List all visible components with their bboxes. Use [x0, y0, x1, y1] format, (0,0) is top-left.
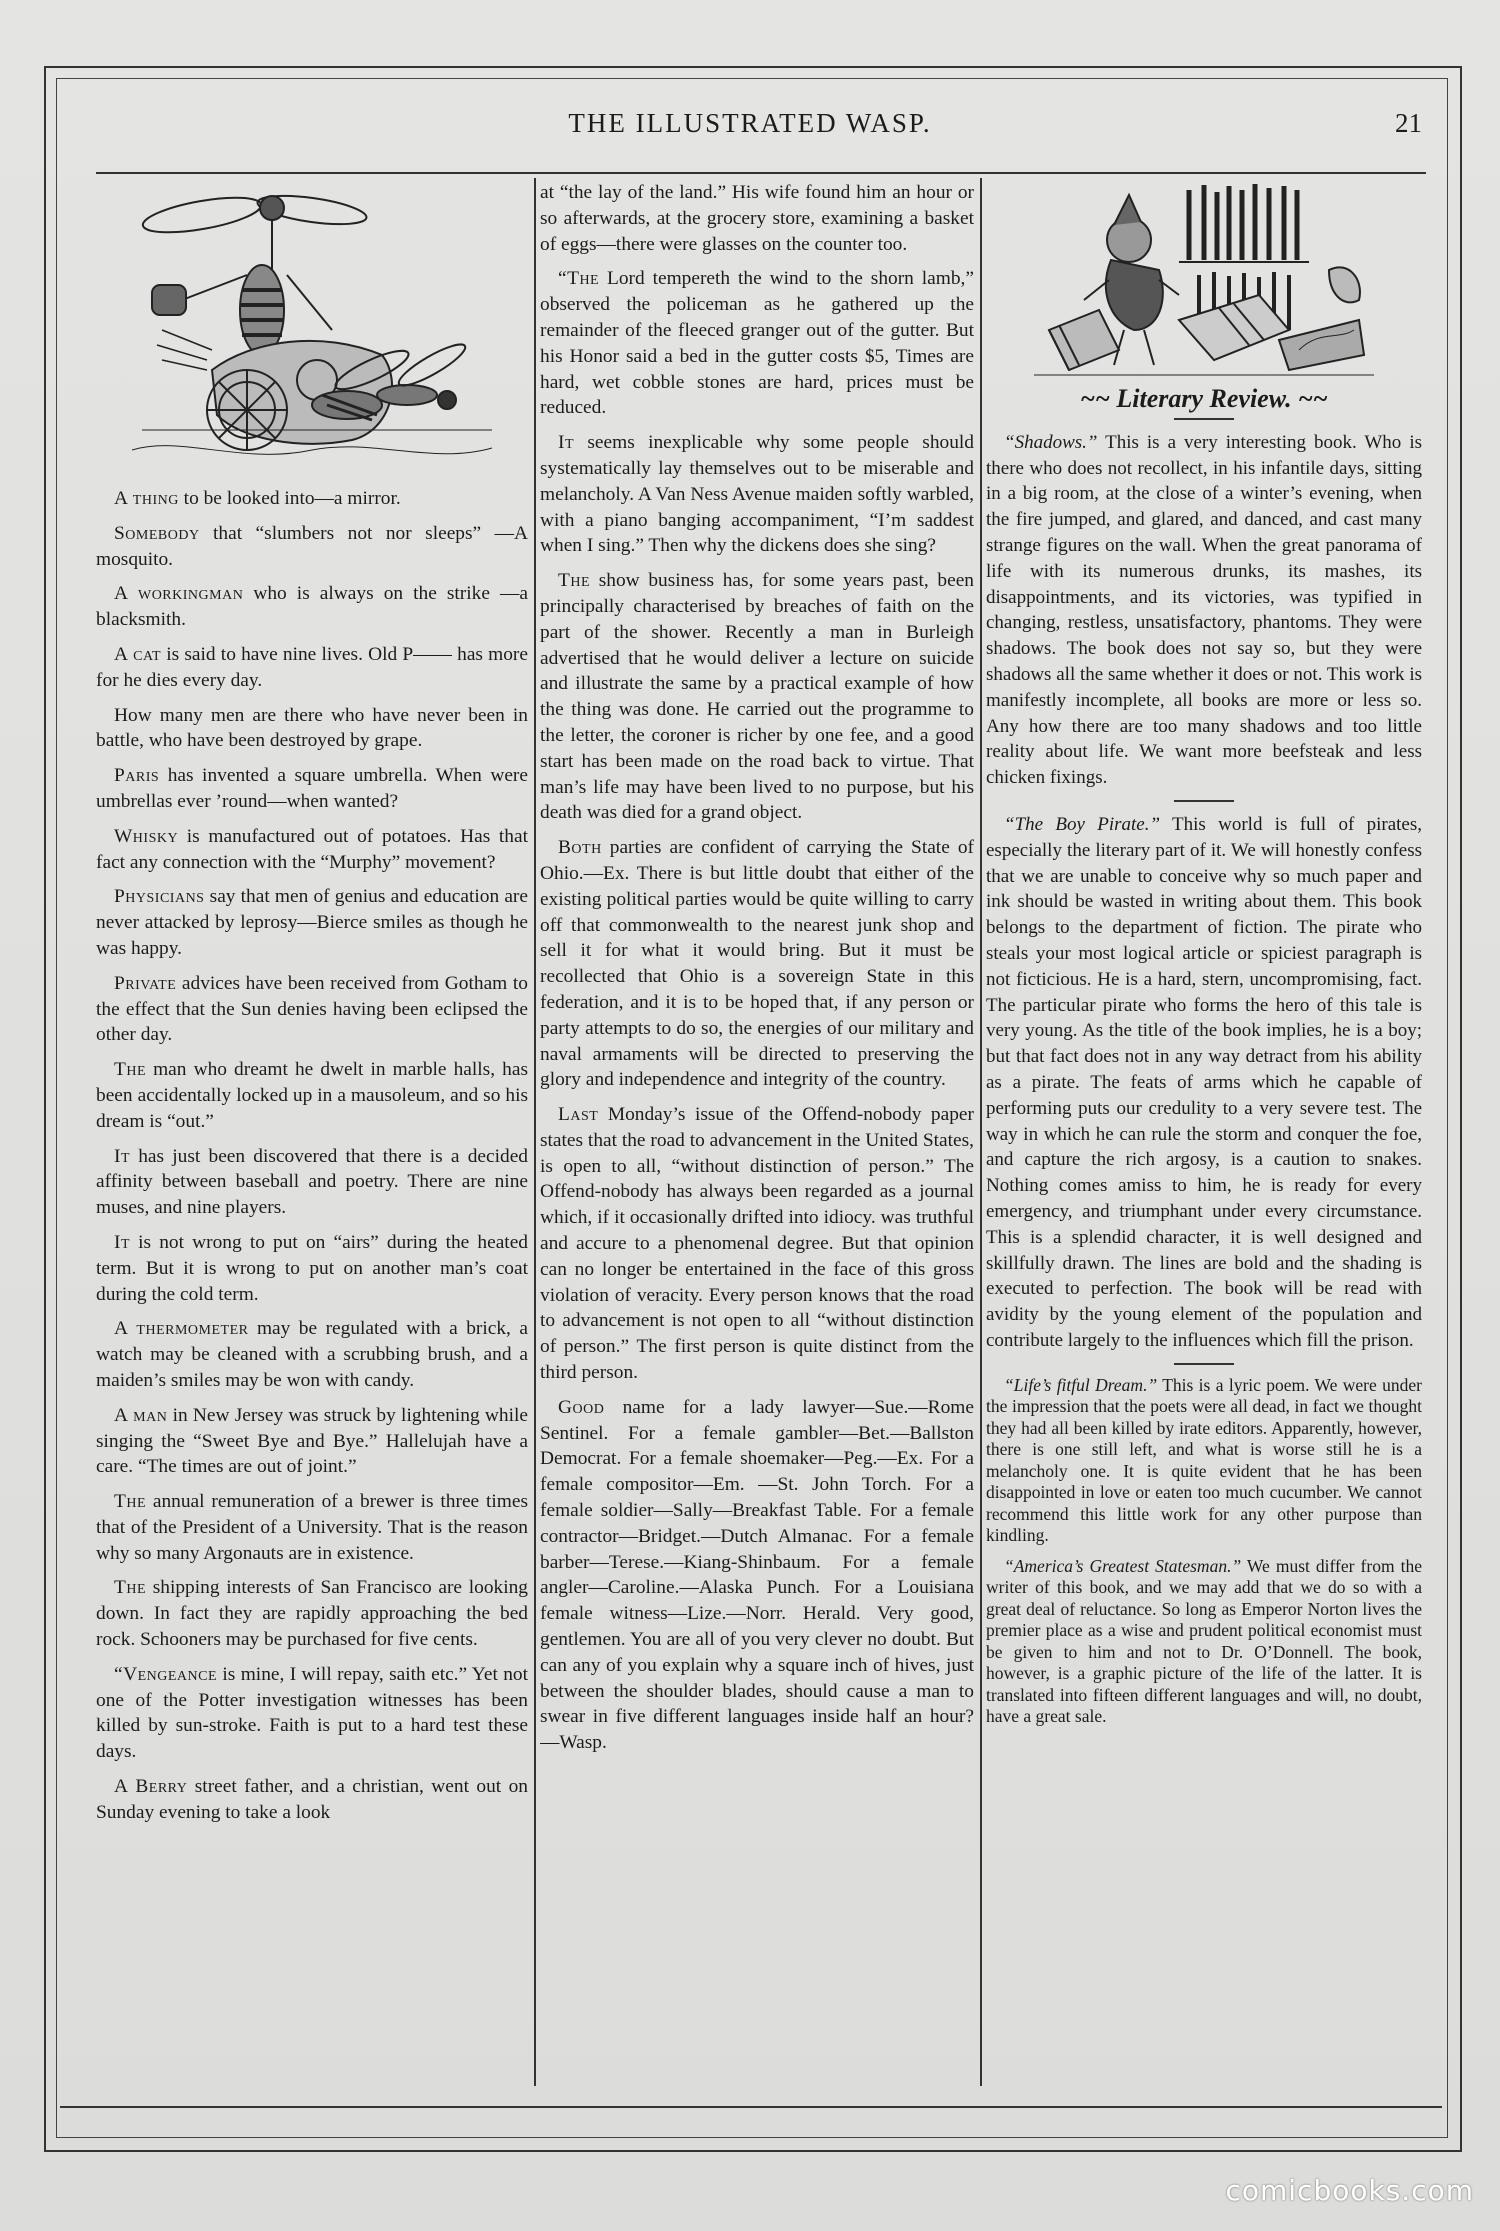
paragraph-lead: Physicians	[114, 886, 205, 908]
paragraph	[540, 266, 974, 421]
paragraph	[96, 1316, 528, 1393]
watermark: comicbooks.com	[1225, 2174, 1474, 2207]
paragraph-lead: A cat	[114, 643, 162, 665]
paragraph	[96, 824, 528, 876]
paragraph-lead: “The	[558, 268, 600, 290]
paragraph	[96, 642, 528, 694]
paragraph	[96, 1489, 528, 1566]
footer-rule	[60, 2106, 1442, 2108]
section-rule	[1174, 800, 1234, 802]
paragraph	[96, 1144, 528, 1221]
paragraph	[540, 835, 974, 1093]
paragraph-text: Lord tempereth the wind to the shorn lamb,” observed the policeman as he gathered up the remainder of the fleeced granger out of the gutter. But his Honor said a bed in the gutter costs $5, Times are hard, wet cobble stones are hard, prices must be reduced.	[540, 268, 974, 419]
review-text: This is a very interesting book. Who is there who does not recollect, in his infantile days, sitting in a big room, at the close of a winter’s evening, when the fire jumped, and glared, and danced, and cast many strange figures on the wall. When the great panorama of life with its numerous drunks, its mashes, its disappointments, and its victories, was typified in changing, restless, unsatisfactory, phantoms. They were shadows. The book does not say so, but they were shadows all the same whether it does or not. This work is manifestly incomplete, all books are more or less so. Any how there are too many shadows and too little reality about life. We want more beefsteak and less chicken fixings.	[986, 431, 1422, 789]
paragraph	[96, 486, 528, 512]
section-rule	[1174, 1363, 1234, 1365]
paragraph	[96, 1774, 528, 1826]
paragraph-lead: A workingman	[114, 583, 244, 605]
paragraph-lead: The	[114, 1577, 147, 1599]
paragraph-text: street father, and a christian, went out on Sunday evening to take a look	[96, 1776, 528, 1823]
paragraph	[96, 1057, 528, 1134]
paragraph	[96, 1662, 528, 1765]
review-text: This is a lyric poem. We were under the impression that the poets were all dead, in fact we thought they had all been killed by irate editors. Apparently, however, there is one still left, and what is worse still he is a melancholy one. It is quite evident that he has been disappointed in love or eaten too much cucumber. We cannot recommend this little work for any other purpose than kindling.	[986, 1374, 1422, 1546]
paragraph-lead: “Vengeance	[114, 1663, 218, 1685]
paragraph-lead: Last	[558, 1104, 599, 1126]
review-title: “Life’s fitful Dream.”	[1004, 1374, 1158, 1395]
paragraph-text: in New Jersey was struck by lightening while singing the “Sweet Bye and Bye.” Hallelujah have a care. “The times are out of joint.”	[96, 1404, 528, 1478]
paragraph-lead: Paris	[114, 765, 160, 787]
paragraph-text: may be regulated with a brick, a watch may be cleaned with a scrubbing brush, and a maiden’s smiles may be won with candy.	[96, 1318, 528, 1391]
column-divider-1	[534, 178, 536, 2086]
paragraph-text: parties are confident of carrying the State of Ohio.—Ex. There is but little doubt that either of the existing political parties would be quite willing to carry off that commonwealth to the nearest junk shop and sell it for what it would bring. But it must be recollected that Ohio is a sovereign State in this federation, and it is to be hoped that, if any person or party attempts to do so, the energies of our military and naval armaments will be directed to preserving the glory and independence and integrity of the country.	[540, 837, 974, 1091]
header-rule	[96, 172, 1426, 174]
paragraph	[96, 581, 528, 633]
paragraph-text: many men are there who have never been in battle, who have been destroyed by grape.	[96, 704, 528, 752]
paragraph-text: is said to have nine lives. Old P—— has more for he dies every day.	[96, 643, 528, 691]
page-number: 21	[1395, 108, 1422, 138]
column-1	[96, 180, 528, 2085]
paragraph	[96, 763, 528, 815]
paragraph-lead: Both	[558, 837, 602, 859]
paragraph-text: say that men of genius and education are never attacked by leprosy—Bierce smiles as though he was happy.	[96, 886, 528, 959]
review-paragraph	[986, 1556, 1422, 1728]
paragraph	[540, 568, 974, 826]
goblin-books-illustration	[1029, 180, 1379, 380]
paragraph-text: to be looked into—a mirror.	[178, 488, 401, 509]
publication-title: THE ILLUSTRATED WASP.	[568, 108, 932, 138]
paragraph-text: has invented a square umbrella. When were umbrellas ever ’round—when wanted?	[96, 765, 528, 812]
paragraph	[96, 1230, 528, 1307]
column-1-items	[96, 486, 528, 1826]
wasp-chariot-illustration	[122, 180, 502, 480]
review-paragraph	[986, 1375, 1422, 1547]
review-title: “America’s Greatest Statesman.”	[1004, 1555, 1242, 1576]
paragraph-text: has just been discovered that there is a decided affinity between baseball and poetry. There are nine muses, and nine players.	[96, 1145, 528, 1219]
review-text: We must differ from the writer of this book, and we may add that we do so with a great deal of reluctance. So long as Emperor Norton lives the premier place as a wise and prudent political economist must be given to him and not to Dr. O’Donnell. The book, however, is a graphic picture of the life of the latter. It is translated into fifteen different languages and will, no doubt, have a great sale.	[986, 1555, 1422, 1727]
paragraph	[96, 1403, 528, 1480]
paragraph-lead: The	[114, 1491, 147, 1513]
review-text: This world is full of pirates, especially the literary part of it. We will honestly confess that we are unable to conceive why so much paper and ink should be wasted in writing about them. This book belongs to the department of fiction. The pirate who steals your most logical article or spiciest paragraph is not ficticious. He is a hard, stern, uncompromising, fact. The particular pirate who forms the hero of this tale is very young. As the title of the book implies, he is a boy; but that fact does not in any way detract from his ability as a pirate. The feats of arms which he capable of performing puts our credulity to a very severe test. The way in which he can rule the storm and conquer the foe, and capture the rich argosy, is a caution to snakes. Nothing comes amiss to him, he is ready for every emergency, and triumphant under every circumstance. This is a splendid character, it is well designed and skillfully drawn. The lines are bold and the shading is executed to perfection. The book will be read with avidity by the young element of the population and contribute largely to the influences which fill the prison.	[986, 813, 1422, 1351]
literary-review-heading	[986, 386, 1422, 412]
paragraph-lead: A Berry	[114, 1776, 188, 1798]
paragraph	[96, 971, 528, 1048]
column-3	[986, 180, 1422, 2085]
paragraph-text: advices have been received from Gotham to the effect that the Sun denies having been eclipsed the other day.	[96, 972, 528, 1046]
review-paragraph	[986, 430, 1422, 791]
paragraph-lead: Somebody	[114, 522, 200, 544]
paragraph-text: shipping interests of San Francisco are looking down. In fact they are rapidly approaching the bed rock. Schooners may be purchased for five cents.	[96, 1577, 528, 1651]
paragraph-lead: A thing	[114, 488, 179, 509]
paragraph-text: is not wrong to put on “airs” during the heated term. But it is wrong to put on another man’s coat during the cold term.	[96, 1231, 528, 1305]
paragraph-lead: It	[558, 432, 575, 454]
paragraph-text: at “the lay of the land.” His wife found him an hour or so afterwards, at the grocery store, examining a basket of eggs—there were glasses on the counter too.	[540, 182, 974, 255]
right-flourish-icon: ~~	[1298, 384, 1328, 413]
review-title: “Shadows.”	[1004, 431, 1098, 453]
heading-text: Literary Review.	[1116, 384, 1292, 413]
paragraph-text: seems inexplicable why some people should systematically lay themselves out to be miserable and melancholy. A Van Ness Avenue maiden softly warbled, with a piano banging accompaniment, “I’m saddest when I sing.” Then why the dickens does she sing?	[540, 432, 974, 557]
paragraph-text: who is always on the strike —a blacksmith.	[96, 583, 528, 631]
paragraph	[540, 1395, 974, 1756]
paragraph-lead: The	[114, 1059, 147, 1081]
paragraph-lead: Private	[114, 972, 177, 994]
paragraph-lead: The	[558, 570, 591, 592]
paragraph-text: is mine, I will repay, saith etc.” Yet not one of the Potter investigation witnesses has been killed by sun-stroke. Faith is put to a hard test these days.	[96, 1663, 528, 1763]
paragraph-text: Monday’s issue of the Offend-nobody paper states that the road to advancement in the United States, is open to all, “without distinction of person.” The Offend-nobody has always been regarded as a journal which, if it occasionally drifted into idiocy. was truthful and accure to a phenomenal degree. But that opinion can no longer be entertained in the face of this gross violation of veracity. Every person knows that the road to advancement is not open to all “without distinction of person.” The first person is quite distinct from the third person.	[540, 1104, 974, 1384]
paragraph-text: annual remuneration of a brewer is three times that of the President of a University. That is the reason why so many Argonauts are in existence.	[96, 1491, 528, 1564]
column-2	[540, 180, 974, 2085]
paragraph	[96, 884, 528, 961]
paragraph	[540, 1102, 974, 1386]
paragraph-lead: How	[114, 704, 152, 726]
heading-rule	[1174, 418, 1234, 420]
paragraph-lead: A man	[114, 1404, 168, 1426]
paragraph	[540, 180, 974, 257]
paragraph-lead: Whisky	[114, 825, 179, 847]
paragraph-lead: A thermometer	[114, 1318, 249, 1340]
paragraph-lead: Good	[558, 1396, 605, 1418]
paragraph-lead: It	[114, 1231, 131, 1253]
paragraph	[96, 1575, 528, 1652]
left-flourish-icon: ~~	[1080, 384, 1110, 413]
paragraph	[96, 521, 528, 573]
review-paragraph	[986, 812, 1422, 1354]
paragraph	[96, 703, 528, 755]
column-divider-2	[980, 178, 982, 2086]
paragraph-text: that “slumbers not nor sleeps” —A mosquito.	[96, 522, 528, 570]
paragraph-text: name for a lady lawyer—Sue.—Rome Sentinel. For a female gambler—Bet.—Ballston Democrat. For a female shoemaker—Peg.—Ex. For a female compositor—Em. —St. John Torch. For a female soldier—Sally—Breakfast Table. For a female contractor—Bridget.—Dutch Almanac. For a female barber—Terese.—Kiang-Shinbaum. For a female angler—Caroline.—Alaska Punch. For a Louisiana female witness—Lize.—Norr. Herald. Very good, gentlemen. You are all of you very clever no doubt. But can any of you explain why a square inch of hives, just between the shoulder blades, should cause a man to swear in five different languages inside half an hour? —Wasp.	[540, 1396, 974, 1754]
paragraph	[540, 430, 974, 559]
review-title: “The Boy Pirate.”	[1004, 813, 1161, 835]
paragraph-text: show business has, for some years past, been principally characterised by breaches of faith on the part of the shower. Recently a man in Burleigh advertised that he would deliver a lecture on suicide and illustrate the same by a practical example of how the thing was done. He carried out the programme to the letter, the coroner is richer by one fee, and a good start has been made on the road back to virtue. That man’s life may have been lived to no purpose, but his death was died for a grand object.	[540, 570, 974, 824]
page-header	[60, 104, 1440, 144]
paragraph-text: man who dreamt he dwelt in marble halls, has been accidentally locked up in a mausoleum, and so his dream is “out.”	[96, 1059, 528, 1132]
paragraph-lead: It	[114, 1145, 131, 1167]
paragraph-text: is manufactured out of potatoes. Has that fact any connection with the “Murphy” movement?	[96, 825, 528, 873]
